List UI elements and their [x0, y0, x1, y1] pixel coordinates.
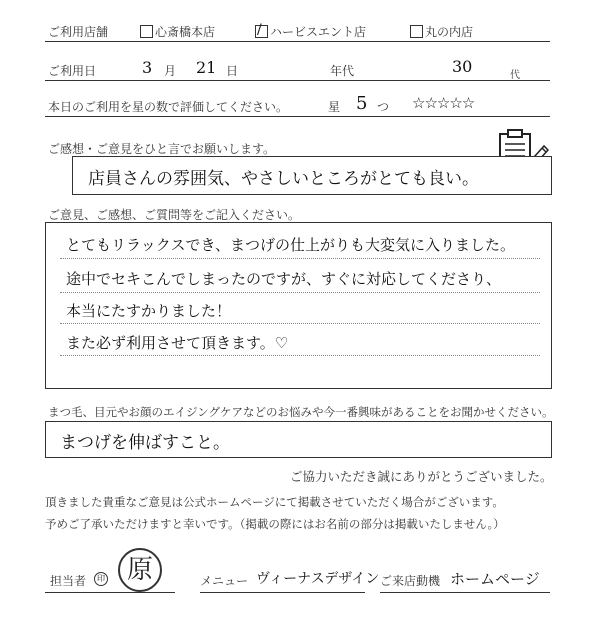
staff-label: 担当者 [50, 574, 87, 588]
long-comment-line: 本当にたすかりました！ [66, 302, 232, 320]
concern-prompt: まつ毛、目元やお顔のエイジングケアなどのお悩みや今一番興味があることをお聞かせください。 [48, 405, 554, 419]
long-comment-line: 途中でセキこんでしまったのですが、すぐに対応してくださり、 [66, 270, 502, 288]
star-unit: つ [377, 100, 390, 114]
motive-label: ご来店動機 [380, 574, 441, 588]
store-checkbox[interactable] [140, 25, 153, 38]
ruled-line [60, 258, 540, 259]
notice-line-2: 予めご了承いただけますと幸いです。（掲載の際にはお名前の部分は掲載いたしません。） [45, 517, 505, 531]
short-comment-text: 店員さんの雰囲気、やさしいところがとても良い。 [88, 169, 479, 189]
store-label: ご利用店舗 [48, 25, 109, 39]
date-month: 3 [142, 58, 153, 77]
inkan-mark: 印 [94, 572, 108, 586]
long-comment-line: また必ず利用させて頂きます。♡ [66, 334, 289, 352]
store-option-marunouchi[interactable]: 丸の内店 [410, 23, 473, 40]
concern-text: まつげを伸ばすこと。 [60, 433, 230, 453]
age-unit: 代 [510, 70, 520, 81]
store-checkbox-checked[interactable]: / [255, 25, 268, 38]
divider [380, 592, 550, 593]
rating-prompt: 本日のご利用を星の数で評価してください。 [48, 100, 289, 114]
divider [45, 116, 550, 117]
month-unit: 月 [164, 64, 177, 78]
thanks-text: ご協力いただき誠にありがとうございました。 [290, 469, 553, 484]
age-label: 年代 [330, 64, 355, 78]
store-checkbox[interactable] [410, 25, 423, 38]
age-value: 30 [452, 57, 473, 76]
date-day: 21 [196, 58, 217, 77]
divider [45, 41, 550, 42]
ruled-line [60, 292, 540, 293]
ruled-line [60, 323, 540, 324]
divider [45, 80, 550, 81]
date-label: ご利用日 [48, 64, 97, 78]
long-comment-prompt: ご意見、ご感想、ご質問等をご記入ください。 [48, 208, 301, 222]
notice-line-1: 頂きました貴重なご意見は公式ホームページにて掲載させていただく場合がございます。 [45, 495, 504, 509]
star-rating-marks: ☆☆☆☆☆ [412, 94, 475, 112]
motive-value: ホームページ [450, 570, 540, 588]
day-unit: 日 [226, 64, 239, 78]
store-option-herbis[interactable]: / ハービスエント店 [257, 22, 367, 39]
star-value: 5 [356, 93, 368, 114]
menu-label: メニュー [200, 574, 249, 588]
divider [200, 592, 365, 593]
menu-value: ヴィーナスデザイン [256, 571, 380, 587]
divider [45, 592, 175, 593]
long-comment-line: とてもリラックスでき、まつげの仕上がりも大変気に入りました。 [66, 236, 515, 254]
staff-seal: 原 [118, 548, 162, 592]
star-label: 星 [328, 100, 341, 114]
store-option-shinsaibashi[interactable]: 心斎橋本店 [140, 23, 215, 40]
short-comment-prompt: ご感想・ご意見をひと言でお願いします。 [48, 142, 276, 156]
ruled-line [60, 355, 540, 356]
